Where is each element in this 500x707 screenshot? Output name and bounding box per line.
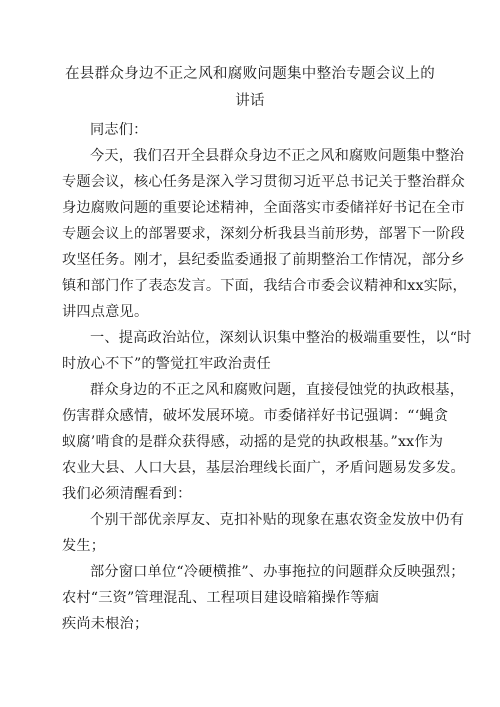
section-heading: 时放心不下”的警觉扛牢政治责任 [62, 356, 271, 372]
body-line: 专题会议，核心任务是深入学习贯彻习近平总书记关于整治群众 [62, 174, 465, 190]
body-line: 专题会议上的部署要求，深刻分析我县当前形势，部署下一阶段 [62, 226, 465, 242]
body-line: 讲四点意见。 [62, 304, 149, 320]
salutation: 同志们： [90, 122, 148, 138]
document-title-line-1: 在县群众身边不正之风和腐败问题集中整治专题会议上的 [65, 66, 435, 82]
body-line: 部分窗口单位“冷硬横推”、办事拖拉的问题群众反映强烈； [90, 564, 465, 580]
body-line: 群众身边的不正之风和腐败问题，直接侵蚀党的执政根基， [90, 382, 465, 398]
body-line: 身边腐败问题的重要论述精神，全面落实市委储祥好书记在全市 [62, 200, 465, 216]
body-line: 农村“三资”管理混乱、工程项目建设暗箱操作等痼 [62, 590, 380, 606]
body-line: 个别干部优亲厚友、克扣补贴的现象在惠农资金发放中仍有 [90, 512, 465, 528]
body-line: 镇和部门作了表态发言。下面，我结合市委会议精神和xx实际， [62, 278, 467, 294]
body-line: 蚁腐’啃食的是群众获得感，动摇的是党的执政根基。”xx作为 [62, 434, 444, 450]
body-line: 今天，我们召开全县群众身边不正之风和腐败问题集中整治 [90, 148, 465, 164]
document-title-line-2: 讲话 [235, 93, 265, 109]
body-line: 疾尚未根治； [62, 616, 149, 632]
body-line: 我们必须清醒看到： [62, 486, 192, 502]
body-line: 攻坚任务。刚才，县纪委监委通报了前期整治工作情况，部分乡 [62, 252, 465, 268]
body-line: 伤害群众感情，破坏发展环境。市委储祥好书记强调：“‘蝇贪 [62, 408, 449, 424]
body-line: 农业大县、人口大县，基层治理线长面广，矛盾问题易发多发。 [62, 460, 465, 476]
section-heading: 一、提高政治站位，深刻认识集中整治的极端重要性，以“时 [90, 330, 472, 346]
body-line: 发生； [62, 538, 106, 554]
